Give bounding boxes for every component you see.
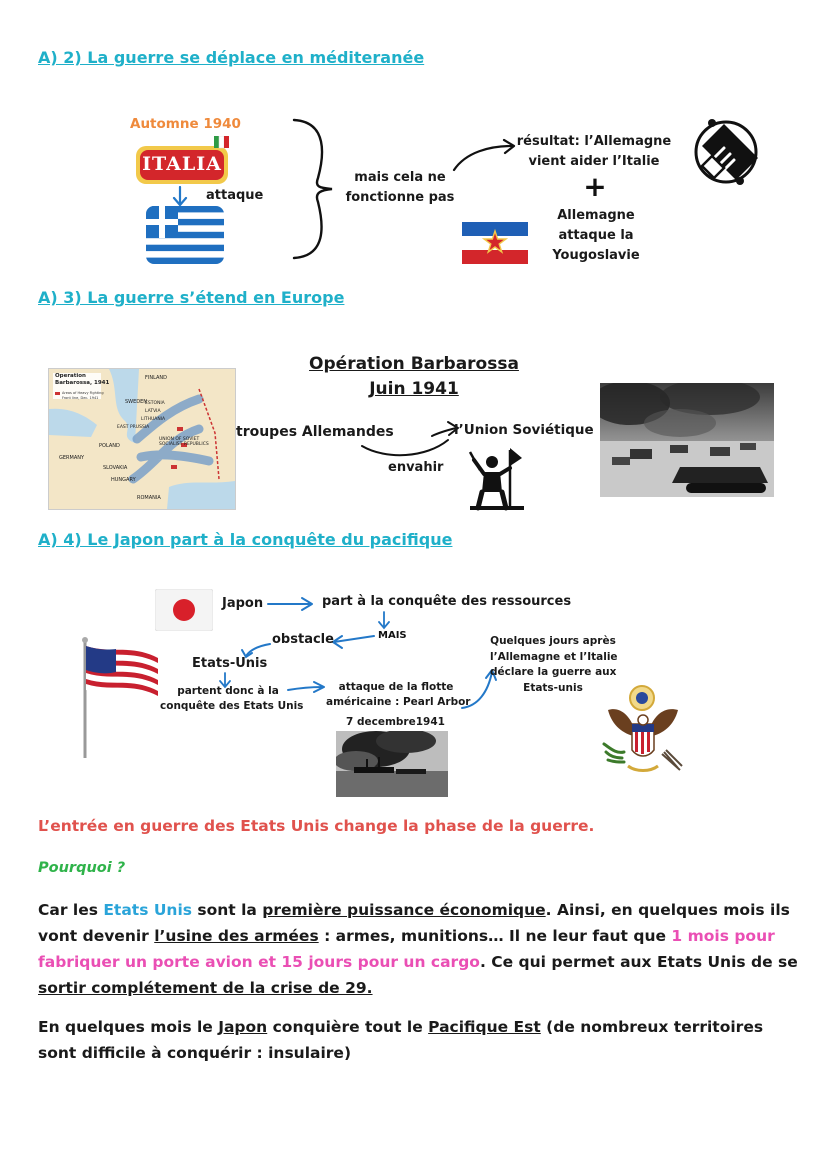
italia-logo-text: ITALIA	[142, 153, 222, 175]
text-span: . Ce qui permet aux Etats Unis de se	[479, 953, 798, 971]
section-title-europe: A) 3) La guerre s’étend en Europe	[38, 288, 345, 307]
season-label: Automne 1940	[130, 116, 241, 132]
tanks-photo	[600, 383, 774, 497]
text-span: Car les	[38, 901, 104, 919]
underline-crisis-exit: sortir complétement de la crise de 29.	[38, 979, 373, 997]
underline-economic-power: première puissance économique	[262, 901, 546, 919]
japan-label: Japon	[222, 596, 264, 611]
partent-line-1: partent donc à la	[177, 685, 279, 697]
explanation-paragraph	[38, 897, 798, 1001]
text-span: (de nombreux territoires sont difficile à conquérir : insulaire)	[38, 1018, 764, 1062]
days-line-4: Etats-unis	[523, 681, 583, 694]
partent-line-2: conquête des Etats Unis	[160, 700, 304, 712]
plus-sign: +	[583, 170, 607, 203]
yugoslavia-flag-icon	[462, 222, 528, 264]
pourquoi-label: Pourquoi ?	[38, 860, 126, 876]
highlight-production-time: 1 mois pour fabriquer un porte avion et 15 jours pour un cargo	[38, 927, 775, 971]
text-span: En quelques mois le	[38, 1018, 219, 1036]
italia-logo	[136, 136, 232, 186]
map-label: POLAND	[99, 443, 120, 449]
days-line-1: Quelques jours après	[490, 635, 616, 647]
days-line-3: déclare la guerre aux	[490, 666, 617, 678]
fail-line-2: fonctionne pas	[345, 190, 455, 205]
mais-label: MAIS	[378, 630, 407, 641]
map-legend-2: Front line, Dec. 1941	[62, 396, 99, 400]
curved-arrow-icon	[450, 138, 522, 176]
fail-line-1: mais cela ne	[354, 170, 446, 185]
obstacle-label: obstacle	[272, 632, 334, 647]
conclusion-text: L’entrée en guerre des Etats Unis change la phase de la guerre.	[38, 817, 595, 835]
down-arrow-icon	[170, 186, 190, 208]
attack-line-1: attaque de la flotte	[338, 681, 454, 693]
map-label: SWEDEN	[125, 399, 148, 405]
text-span: : armes, munitions… Il ne leur faut que	[318, 927, 672, 945]
attack-line-2: américaine : Pearl Arbor	[326, 696, 471, 708]
us-flag-icon	[80, 636, 162, 760]
text-span: . Ainsi, en quelques mois ils vont devenir	[38, 901, 790, 945]
troops-label: troupes Allemandes	[236, 424, 394, 440]
barbarossa-map	[48, 368, 236, 510]
section-title-pacifique: A) 4) Le Japon part à la conquête du pacifique	[38, 530, 453, 549]
us-eagle-seal-icon	[600, 682, 686, 778]
map-label: FINLAND	[145, 375, 168, 381]
invade-arrow-icon	[356, 414, 466, 460]
map-legend-1: Areas of Heavy Fighting	[62, 391, 104, 395]
map-label: GERMANY	[59, 455, 85, 461]
barbarossa-title: Opération Barbarossa	[309, 354, 519, 374]
map-label: ROMANIA	[137, 495, 161, 501]
text-span: conquière tout le	[267, 1018, 429, 1036]
down-arrow-icon	[377, 611, 391, 631]
result-line-1: résultat: l’Allemagne	[516, 134, 672, 149]
result-line-2: vient aider l’Italie	[528, 154, 660, 169]
highlight-usa: Etats Unis	[103, 901, 192, 919]
pearl-harbor-date: 7 decembre1941	[346, 716, 445, 728]
text-span: sont la	[191, 901, 263, 919]
right-arrow-icon	[286, 680, 328, 696]
map-label: ESTONIA	[145, 401, 165, 406]
barbarossa-date: Juin 1941	[369, 379, 459, 399]
handshake-icon	[690, 116, 762, 188]
attack-label: attaque	[206, 188, 264, 203]
days-line-2: l’Allemagne et l’Italie	[490, 650, 618, 663]
map-label: LITHUANIA	[141, 417, 166, 422]
greece-flag-icon	[146, 206, 224, 264]
map-label: UNION OF SOVIET SOCIALIST REPUBLICS	[159, 437, 209, 447]
ussr-label: l’Union Soviétique	[454, 422, 594, 438]
curly-brace-icon	[288, 116, 338, 262]
conquest-label: part à la conquête des ressources	[322, 594, 572, 609]
underline-pacific-east: Pacifique Est	[428, 1018, 541, 1036]
map-title: Operation Barbarossa, 1941	[55, 373, 110, 386]
map-label: HUNGARY	[111, 477, 136, 483]
japan-paragraph	[38, 1014, 798, 1066]
map-label: LATVIA	[145, 409, 161, 414]
japan-flag-icon	[155, 589, 213, 631]
yougo-line-2: attaque la	[558, 228, 634, 243]
soldier-flag-icon	[468, 442, 526, 512]
underline-japan: Japon	[218, 1018, 268, 1036]
yougo-line-3: Yougoslavie	[552, 248, 640, 263]
map-label: EAST PRUSSIA	[117, 425, 150, 430]
section-title-mediterranee: A) 2) La guerre se déplace en méditeranée	[38, 48, 425, 67]
map-label: SLOVAKIA	[103, 465, 128, 471]
right-arrow-icon	[266, 596, 316, 612]
invade-label: envahir	[388, 460, 444, 475]
left-arrow-icon	[330, 632, 376, 650]
yougo-line-1: Allemagne	[557, 208, 635, 223]
pearl-harbor-photo	[336, 731, 448, 797]
usa-label: Etats-Unis	[192, 656, 268, 671]
underline-army-factory: l’usine des armées	[154, 927, 319, 945]
